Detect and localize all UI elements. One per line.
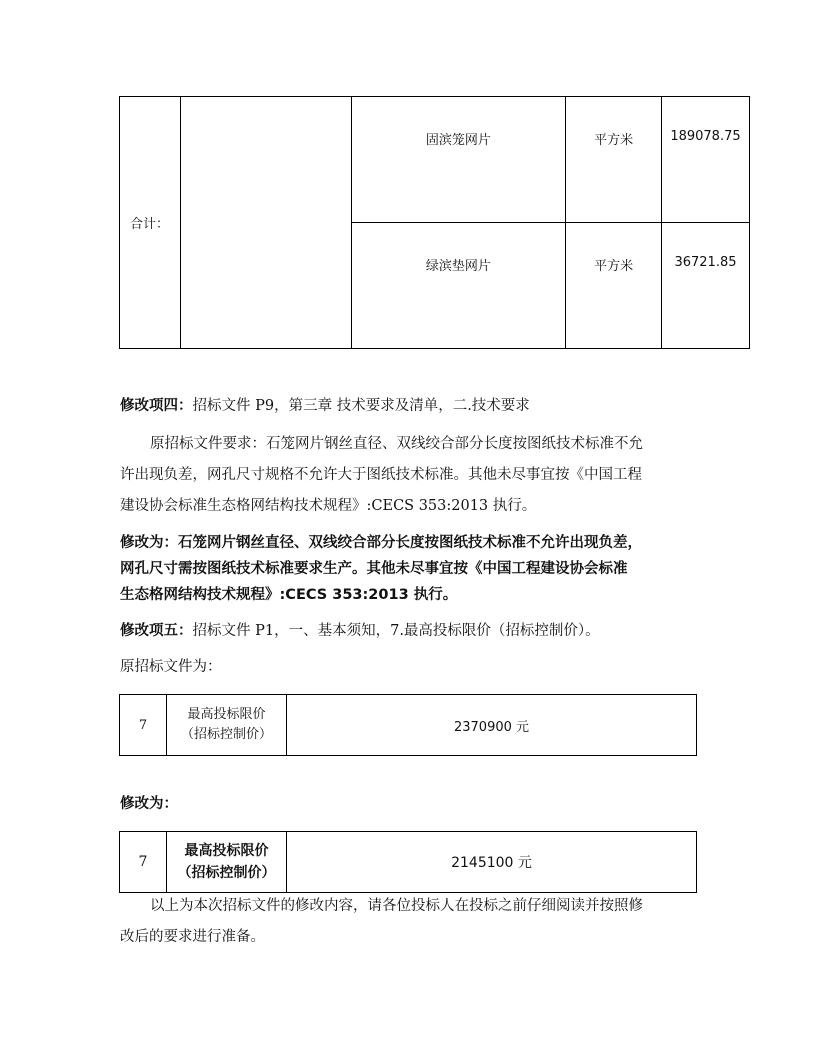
item4-revised xyxy=(120,530,720,608)
price-name-line1: 最高投标限价 xyxy=(187,707,266,722)
price-name-line2: （招标控制价） xyxy=(180,727,272,742)
item4-heading-text: 招标文件 P9，第三章 技术要求及清单，二.技术要求 xyxy=(192,398,530,414)
price-name xyxy=(167,832,287,893)
price-name xyxy=(167,695,287,756)
closing-line: 以上为本次招标文件的修改内容，请各位投标人在投标之前仔细阅读并按照修 xyxy=(150,898,643,914)
total-label: 合计： xyxy=(120,97,181,349)
orig-line: 许出现负差，网孔尺寸规格不允许大于图纸技术标准。其他未尽事宜按《中国工程 xyxy=(120,467,642,483)
item-qty: 189078.75 xyxy=(661,97,749,223)
row-number: 7 xyxy=(120,832,167,893)
control-price-old-table xyxy=(119,694,697,756)
control-price-new-table xyxy=(119,831,697,893)
item4-heading: 修改项四： xyxy=(120,398,193,414)
revised-line: 修改为：石笼网片钢丝直径、双线绞合部分长度按图纸技术标准不允许出现负差， xyxy=(120,535,642,551)
closing-line: 改后的要求进行准备。 xyxy=(120,929,265,945)
price-name-line2: （招标控制价） xyxy=(177,865,276,881)
item5-new-label: 修改为： xyxy=(120,796,178,812)
item5-orig-label: 原招标文件为： xyxy=(120,659,222,675)
item-qty: 36721.85 xyxy=(661,223,749,349)
item-name: 固滨笼网片 xyxy=(351,97,566,223)
item-unit: 平方米 xyxy=(566,223,662,349)
price-value: 2370900 元 xyxy=(287,695,697,756)
price-name-line1: 最高投标限价 xyxy=(184,843,269,859)
item-name: 绿滨垫网片 xyxy=(351,223,566,349)
orig-line: 建设协会标准生态格网结构技术规程》:CECS 353:2013 执行。 xyxy=(120,498,537,514)
table-row xyxy=(120,832,697,893)
item-unit: 平方米 xyxy=(566,97,662,223)
item5-heading-line xyxy=(120,616,600,647)
item5-heading-text: 招标文件 P1，一、基本须知，7.最高投标限价（招标控制价）。 xyxy=(192,623,600,639)
revised-line: 网孔尺寸需按图纸技术标准要求生产。其他未尽事宜按《中国工程建设协会标准 xyxy=(120,561,628,577)
table-row xyxy=(120,97,750,223)
item4-original xyxy=(120,429,720,522)
price-value: 2145100 元 xyxy=(287,832,697,893)
closing-paragraph xyxy=(120,891,720,953)
revised-line: 生态格网结构技术规程》:CECS 353:2013 执行。 xyxy=(120,587,458,603)
item5-heading: 修改项五： xyxy=(120,623,193,639)
empty-cell xyxy=(180,97,351,349)
summary-table xyxy=(119,96,750,349)
row-number: 7 xyxy=(120,695,167,756)
table-row xyxy=(120,695,697,756)
item4-heading-line xyxy=(120,391,530,422)
orig-line: 原招标文件要求：石笼网片钢丝直径、双线绞合部分长度按图纸技术标准不允 xyxy=(150,436,643,452)
